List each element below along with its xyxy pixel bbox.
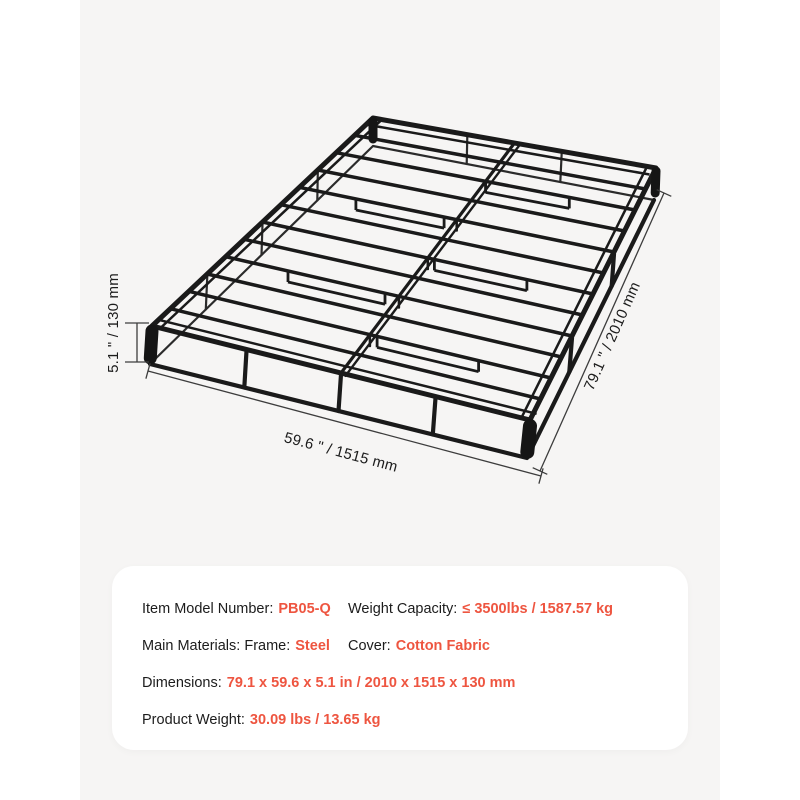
spec-label: Weight Capacity:: [348, 600, 458, 617]
spec-row-4: [142, 701, 658, 738]
spec-item-model: [142, 601, 348, 617]
spec-item-cover: [348, 638, 658, 654]
inner-side-skirts: [150, 136, 654, 364]
spec-value: PB05-Q: [278, 600, 331, 617]
spec-value: 30.09 lbs / 13.65 kg: [249, 711, 381, 728]
spec-value: Cotton Fabric: [395, 637, 490, 654]
dimension-lines: [125, 190, 671, 484]
front-skirt-rails: [150, 200, 654, 458]
length-dimension-label: 79.1 " / 2010 mm: [580, 279, 645, 394]
width-dimension-label: 59.6 " / 1515 mm: [282, 429, 400, 476]
spec-label: Cover:: [348, 637, 391, 654]
spec-row-2: [142, 627, 658, 664]
spec-value: ≤ 3500lbs / 1587.57 kg: [462, 600, 613, 617]
spec-value: 79.1 x 59.6 x 5.1 in / 2010 x 1515 x 130 mm: [226, 674, 516, 691]
spec-item-dimensions: [142, 675, 515, 691]
spec-item-materials: [142, 638, 348, 654]
spec-label: Item Model Number:: [142, 600, 274, 617]
spec-row-3: [142, 664, 658, 701]
spec-label: Dimensions:: [142, 674, 222, 691]
corner-left: [150, 331, 152, 358]
spec-value: Steel: [295, 637, 330, 654]
corner-front: [527, 426, 530, 452]
corner-right: [655, 171, 656, 193]
width-dimension-line: [146, 363, 543, 483]
spec-item-capacity: [348, 601, 658, 617]
spec-label: Product Weight:: [142, 711, 245, 728]
corner-brackets: [150, 121, 656, 452]
spec-item-weight: [142, 712, 381, 728]
front-side-skirts: [150, 200, 654, 458]
spec-label: Main Materials: Frame:: [142, 637, 291, 654]
height-dimension-label: 5.1 " / 130 mm: [105, 273, 122, 373]
spec-row-1: [142, 590, 658, 627]
spec-card: [112, 566, 688, 750]
